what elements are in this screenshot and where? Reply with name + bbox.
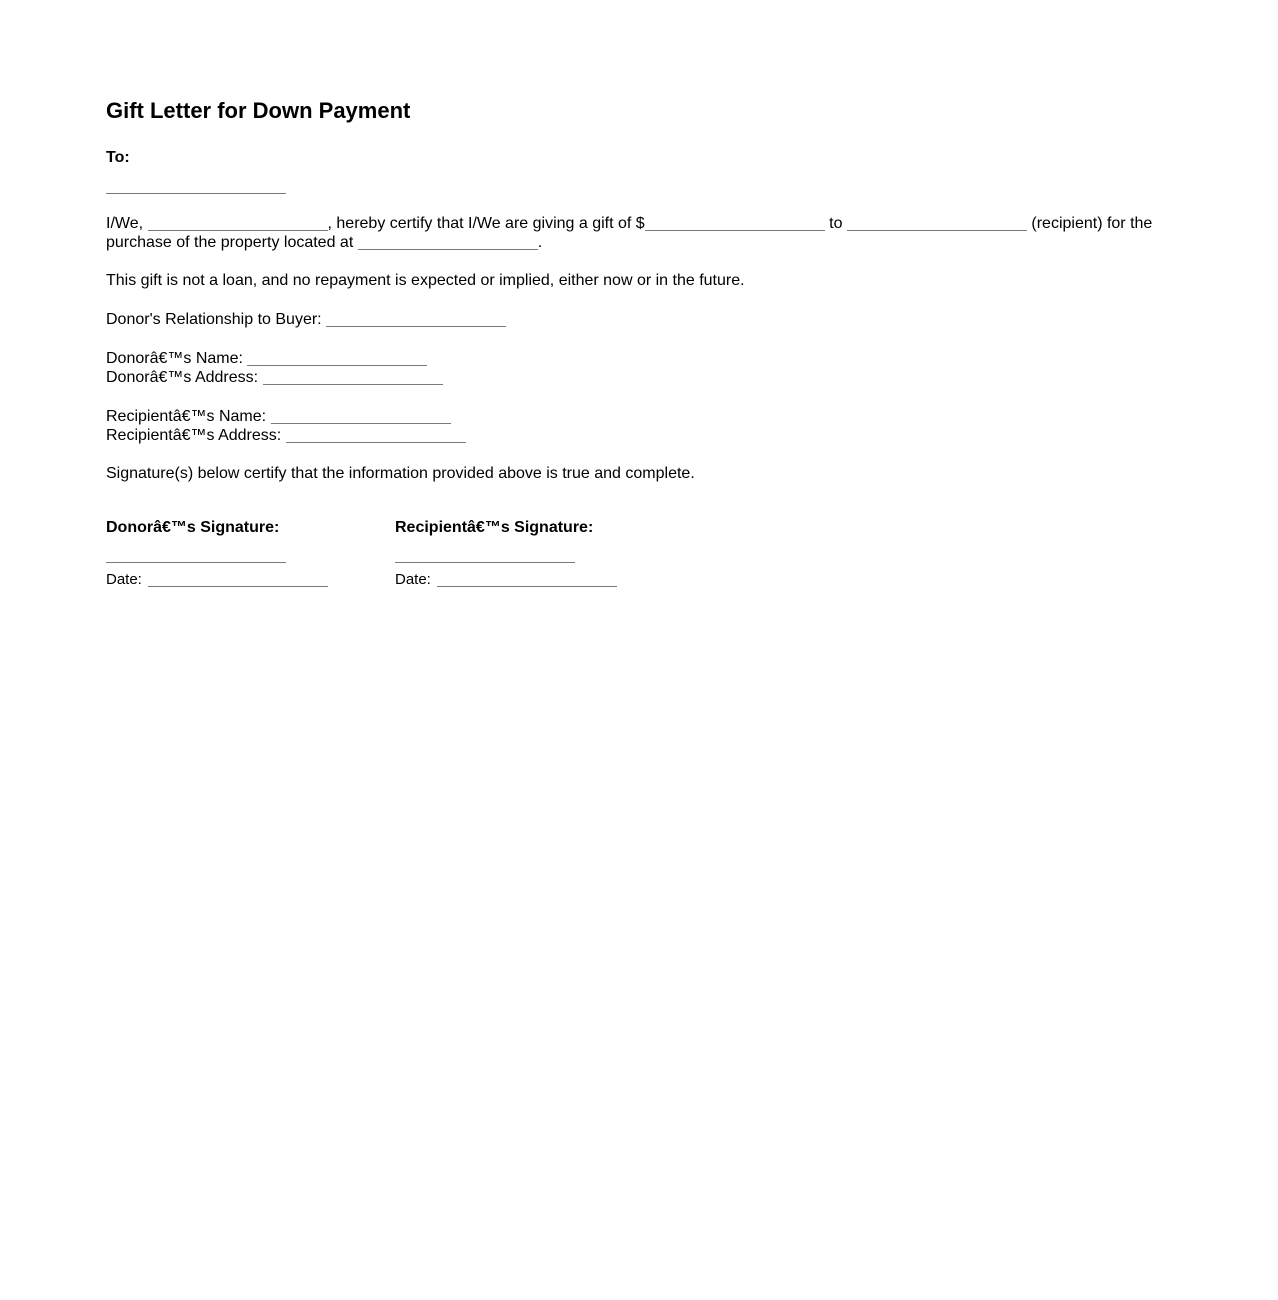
relationship-label: Donor's Relationship to Buyer:	[106, 311, 327, 328]
donor-address-label: Donorâ€™s Address:	[106, 369, 263, 386]
recipient-date-blank[interactable]	[437, 572, 617, 587]
recipient-blank[interactable]	[847, 216, 1027, 231]
recipient-signature-label: Recipientâ€™s Signature:	[395, 519, 594, 536]
property-address-blank[interactable]	[358, 235, 538, 250]
recipient-address-label: Recipientâ€™s Address:	[106, 427, 286, 444]
donor-address-blank[interactable]	[263, 370, 443, 385]
donor-signature-block	[106, 518, 366, 589]
donor-name-blank[interactable]	[247, 351, 427, 366]
certify-text-3: to	[824, 215, 847, 232]
relationship-row	[106, 310, 1166, 329]
recipient-date-label: Date:	[395, 571, 436, 588]
recipient-address-blank[interactable]	[286, 428, 466, 443]
recipient-date-row	[395, 571, 655, 589]
recipient-signature-line[interactable]	[395, 552, 575, 563]
certify-text-2: , hereby certify that I/We are giving a gift of $	[327, 215, 645, 232]
donor-date-row	[106, 571, 366, 589]
gift-amount-blank[interactable]	[645, 216, 825, 231]
document-title: Gift Letter for Down Payment	[106, 98, 411, 123]
certify-text-4: (recipient) for the purchase of the property located at	[106, 215, 1153, 251]
recipient-name-label: Recipientâ€™s Name:	[106, 408, 271, 425]
signature-statement: Signature(s) below certify that the information provided above is true and complete.	[106, 465, 695, 482]
donor-date-blank[interactable]	[148, 572, 328, 587]
donor-date-label: Date:	[106, 571, 147, 588]
certify-text-1: I/We,	[106, 215, 148, 232]
donor-names-blank[interactable]	[148, 216, 328, 231]
recipient-name-blank[interactable]	[271, 409, 451, 424]
recipient-info	[106, 407, 1166, 445]
to-label: To:	[106, 149, 130, 166]
relationship-blank[interactable]	[326, 312, 506, 327]
donor-signature-label: Donorâ€™s Signature:	[106, 519, 280, 536]
certify-text-5: .	[537, 234, 543, 251]
donor-name-label: Donorâ€™s Name:	[106, 350, 243, 367]
recipient-signature-block	[395, 518, 655, 589]
to-blank-line[interactable]	[106, 179, 286, 194]
certification-paragraph	[106, 214, 1166, 252]
donor-signature-line[interactable]	[106, 552, 286, 563]
not-a-loan-statement: This gift is not a loan, and no repayment is expected or implied, either now or in the future.	[106, 272, 745, 289]
donor-info	[106, 349, 1166, 387]
